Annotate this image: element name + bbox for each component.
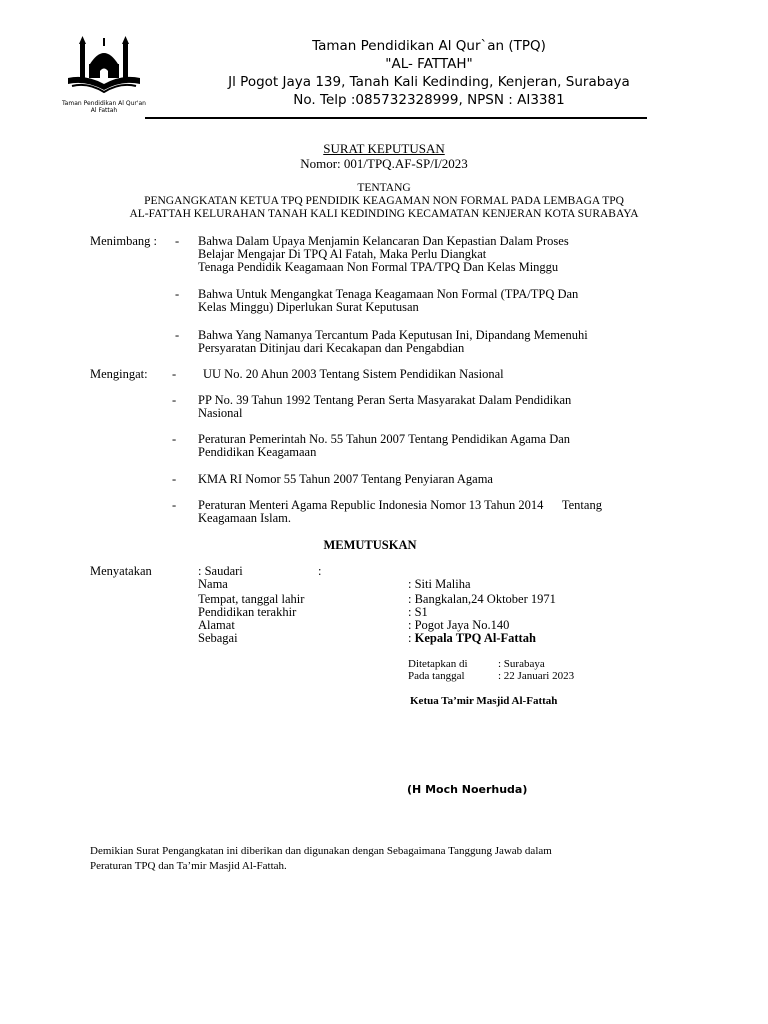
ditetapkan-value: : Surabaya [498,658,545,670]
mengingat-5-line-2: Keagamaan Islam. [198,511,292,525]
ditetapkan-label: Ditetapkan di [408,658,468,670]
subject-line-2: AL-FATTAH KELURAHAN TANAH KALI KEDINDING KECAMATAN KENJERAN KOTA SURABAYA [129,208,639,220]
closing-line-1: Demikian Surat Pengangkatan ini diberikan dan digunakan dengan Sebagaimana Tanggung Jawab dalam [90,845,552,857]
bullet: - [172,432,177,446]
field-value-nama: : Siti Maliha [408,577,471,591]
mengingat-2-line-1: PP No. 39 Tahun 1992 Tentang Peran Serta Masyarakat Dalam Pendidikan [198,393,572,407]
jabatan-value: Kepala TPQ Al-Fattah [414,631,536,645]
memutuskan-heading: MEMUTUSKAN [323,538,417,552]
mengingat-5-line-1: Peraturan Menteri Agama Republic Indonesia Nomor 13 Tahun 2014 Tentang [198,498,602,512]
menimbang-3-line-1: Bahwa Yang Namanya Tercantum Pada Keputusan Ini, Dipandang Memenuhi [198,328,588,342]
field-value-pendidikan: : S1 [408,605,428,619]
saudari-label: : Saudari [198,564,243,578]
field-value-alamat: : Pogot Jaya No.140 [408,618,510,632]
field-label-nama: Nama [198,577,228,591]
signatory-name: (H Moch Noerhuda) [407,783,528,796]
doc-heading: SURAT KEPUTUSAN [323,141,445,156]
header-line-3: Jl Pogot Jaya 139, Tanah Kali Kedinding, Kenjeran, Surabaya [228,74,630,90]
signatory-title: Ketua Ta’mir Masjid Al-Fattah [410,695,558,707]
mengingat-4-line-1: KMA RI Nomor 55 Tahun 2007 Tentang Penyiaran Agama [198,472,493,486]
logo-caption-2: Al Fattah [90,107,118,114]
menimbang-label: Menimbang : [90,234,158,248]
menimbang-1-line-3: Tenaga Pendidik Keagamaan Non Formal TPA/TPQ Dan Kelas Minggu [198,260,559,274]
bullet: - [172,498,177,512]
bullet: - [172,393,177,407]
field-label-sebagai: Sebagai [198,631,238,645]
bullet: - [172,367,177,381]
field-value-ttl: : Bangkalan,24 Oktober 1971 [408,592,556,606]
header-line-4: No. Telp :085732328999, NPSN : AI3381 [293,92,565,108]
bullet: - [175,328,180,342]
field-label-ttl: Tempat, tanggal lahir [198,592,305,606]
subject-line-1: PENGANGKATAN KETUA TPQ PENDIDIK KEAGAMAN NON FORMAL PADA LEMBAGA TPQ [144,195,624,207]
menimbang-1-line-2: Belajar Mengajar Di TPQ Al Fatah, Maka Perlu Diangkat [198,247,487,261]
mengingat-label: Mengingat: [90,367,148,381]
bullet: - [172,472,177,486]
mengingat-3-line-1: Peraturan Pemerintah No. 55 Tahun 2007 Tentang Pendidikan Agama Dan [198,432,571,446]
mengingat-3-line-2: Pendidikan Keagamaan [198,445,317,459]
tanggal-label: Pada tanggal [408,670,465,682]
header-line-1: Taman Pendidikan Al Qur`an (TPQ) [312,38,546,54]
field-value-prefix: : [408,631,415,645]
mengingat-1-line-1: UU No. 20 Ahun 2003 Tentang Sistem Pendidikan Nasional [203,367,504,381]
menimbang-2-line-2: Kelas Minggu) Diperlukan Surat Keputusan [198,300,419,314]
menyatakan-label: Menyatakan [90,564,152,578]
menimbang-3-line-2: Persyaratan Ditinjau dari Kecakapan dan Pengabdian [198,341,465,355]
bullet: - [175,287,180,301]
doc-number: Nomor: 001/TPQ.AF-SP/I/2023 [300,156,468,171]
menimbang-1-line-1: Bahwa Dalam Upaya Menjamin Kelancaran Dan Kepastian Dalam Proses [198,234,569,248]
tentang-label: TENTANG [357,182,411,194]
header-line-2: "AL- FATTAH" [385,56,473,72]
mengingat-2-line-2: Nasional [198,406,243,420]
logo-caption-1: Taman Pendidikan Al Qur'an [62,100,146,107]
bullet: - [175,234,180,248]
tanggal-value: : 22 Januari 2023 [498,670,575,682]
field-label-alamat: Alamat [198,618,235,632]
menimbang-2-line-1: Bahwa Untuk Mengangkat Tenaga Keagamaan Non Formal (TPA/TPQ Dan [198,287,579,301]
saudari-colon: : [318,564,322,578]
header-divider [145,117,647,119]
field-label-pendidikan: Pendidikan terakhir [198,605,297,619]
field-value-sebagai [408,631,536,646]
closing-line-2: Peraturan TPQ dan Ta’mir Masjid Al-Fattah. [90,860,287,872]
